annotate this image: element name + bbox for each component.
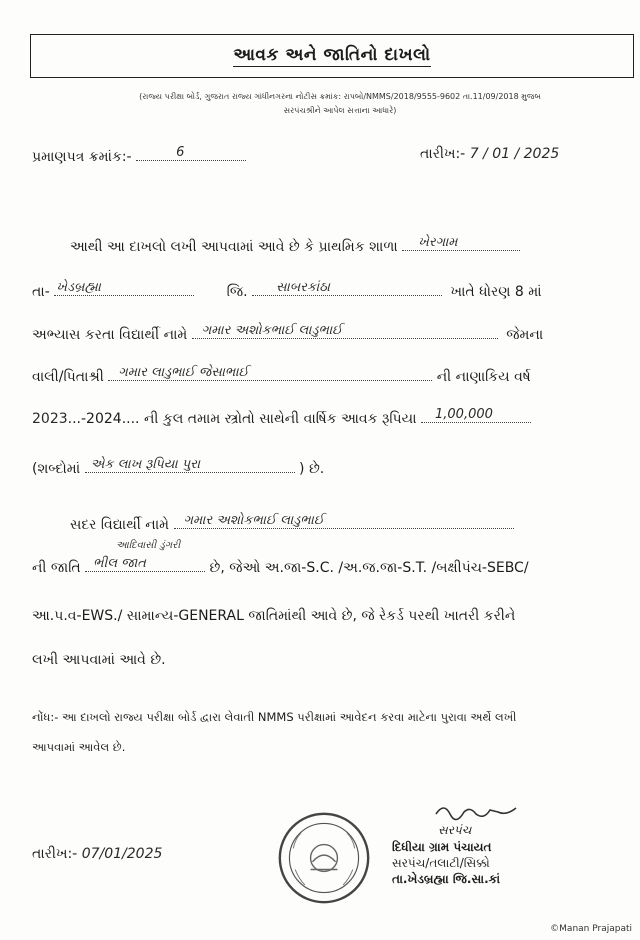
bottom-date-value: 07/01/2025 <box>81 846 163 862</box>
bottom-date-row <box>32 846 162 862</box>
words-label: (શબ્દોમાં <box>32 461 81 477</box>
income-dots <box>421 408 531 423</box>
cert-no-value: 6 <box>176 145 185 160</box>
jemna-text: જેમના <box>506 327 544 343</box>
credit-text: ©Manan Prajapati <box>550 924 632 934</box>
student-label: અભ્યાસ કરતા વિદ્યાર્થી નામે <box>32 327 188 343</box>
year-start: 2023 <box>32 411 68 427</box>
income-value: 1,00,000 <box>435 407 493 422</box>
cat-text-a: છે, જેઓ <box>209 560 261 576</box>
words-dots <box>85 458 295 473</box>
note-line1: નોંધ:- આ દાખલો રાજ્ય પરીક્ષા બોર્ડ દ્વારા લેવાતી NMMS પરીક્ષામાં આવેદન કરવા માટેના પુરાવા અર્થે લખી <box>32 710 517 724</box>
cert-no-label: પ્રમાણપત્ર ક્રમાંક:- <box>32 149 132 165</box>
para1-line1 <box>70 236 520 255</box>
ji-label: જિ. <box>226 284 248 300</box>
title-box <box>30 34 634 78</box>
bottom-date-label: તારીખ:- <box>32 846 78 862</box>
date-value: 7 / 01 / 2025 <box>469 146 560 162</box>
sarpanch-signature <box>432 800 522 824</box>
para1-line6 <box>32 458 324 477</box>
words-end: ) છે. <box>299 461 325 477</box>
cert-no-row <box>32 146 246 165</box>
para1-text: આથી આ દાખલો લખી આપવામાં આવે છે કે પ્રાથમિક શાળા <box>70 239 398 255</box>
caste-dots <box>85 557 205 572</box>
para2-line4-text: લખી આપવામાં આવે છે. <box>32 652 166 668</box>
date-row <box>420 146 559 162</box>
income-text: ની કુલ તમામ સ્ત્રોતો સાથેની વાર્ષિક આવક રૂપિયા <box>143 411 417 427</box>
para2-line2 <box>32 557 529 576</box>
parent-label: વાલી/પિતાશ્રી <box>32 369 104 385</box>
para2-label: સદર વિદ્યાર્થી નામે <box>70 517 170 533</box>
authority-note-line1: (રાજ્ય પરીક્ષા બોર્ડ, ગુજરાત રાજ્ય ગાંધીનગરના નોટીસ ક્રમાંક: રાપબો/NMMS/2018/9555-9602 તા.11/09/2018 મુજબ <box>139 92 541 101</box>
school-name: ખેરગામ <box>418 235 458 250</box>
district-name: સાબરકાંઠા <box>275 280 330 295</box>
cat-sc: અ.જા-S.C. <box>264 560 334 576</box>
school-dots <box>402 236 520 251</box>
date-label: તારીખ:- <box>420 146 466 162</box>
ta-label: તા- <box>32 284 50 300</box>
para1-line3 <box>32 324 543 343</box>
sig-line1: દિધીયા ગ્રામ પંચાયત <box>392 840 492 854</box>
caste-label: ની જાતિ <box>32 560 81 576</box>
para1-line2 <box>32 281 542 300</box>
parent-name: ગમાર લાડુભાઈ જેસાભાઈ <box>118 365 249 380</box>
sig-line2: સરપંચ/તલાટી/સિક્કો <box>392 856 490 870</box>
caste-value: ભીલ જાત <box>93 556 146 571</box>
cert-no-dots <box>136 146 246 161</box>
std-text: ખાતે ધોરણ 8 માં <box>450 284 542 300</box>
taluka-name: ખેડબ્રહ્મા <box>56 280 101 295</box>
district-dots <box>252 281 442 296</box>
year-end: 2024 <box>86 411 122 427</box>
authority-note-line2: સરપંચશ્રીને આપેલ સત્તાના આધારે) <box>283 106 397 115</box>
taluka-dots <box>54 281 194 296</box>
sig-role-hand: સરપંચ <box>438 823 472 837</box>
para2-line1 <box>70 514 514 533</box>
note-line2: આપવામાં આવેલ છે. <box>32 740 126 754</box>
caste-above: આદિવાસી ડુંગરી <box>116 540 181 551</box>
para2-line4 <box>32 652 166 668</box>
parent-name-dots <box>108 366 432 381</box>
student-name-dots <box>192 324 498 339</box>
words-value: એક લાખ રૂપિયા પુરા <box>90 457 201 472</box>
para1-line5: 2023...-2024.... ની કુલ તમામ સ્ત્રોતો સાથેની વાર્ષિક આવક રૂપિયા 1,00,000 <box>32 408 531 427</box>
panchayat-seal-stamp <box>276 810 372 906</box>
para2-student-name: ગમાર અશોકભાઈ લાડુભાઈ <box>183 513 324 528</box>
cat-st: /અ.જ.જા-S.T. <box>338 560 428 576</box>
fy-label: ની નાણાકિય વર્ષ <box>436 369 531 385</box>
para1-line4 <box>32 366 531 385</box>
certificate-title: આવક અને જાતિનો દાખલો <box>233 45 431 65</box>
student-name: ગમાર અશોકભાઈ લાડુભાઈ <box>201 323 343 338</box>
para2-line3 <box>32 608 515 624</box>
cat-ews-general: આ.પ.વ-EWS./ સામાન્ય-GENERAL <box>32 608 244 624</box>
sig-line3: તા.ખેડબ્રહ્મા જિ.સા.કાં <box>392 872 501 886</box>
cat-sebc: /બક્ષીપંચ-SEBC/ <box>431 560 529 576</box>
para2-line3-text: જાતિમાંથી આવે છે, જે રેકર્ડ પરથી ખાતરી કરીને <box>248 608 516 624</box>
para2-name-dots <box>174 514 514 529</box>
